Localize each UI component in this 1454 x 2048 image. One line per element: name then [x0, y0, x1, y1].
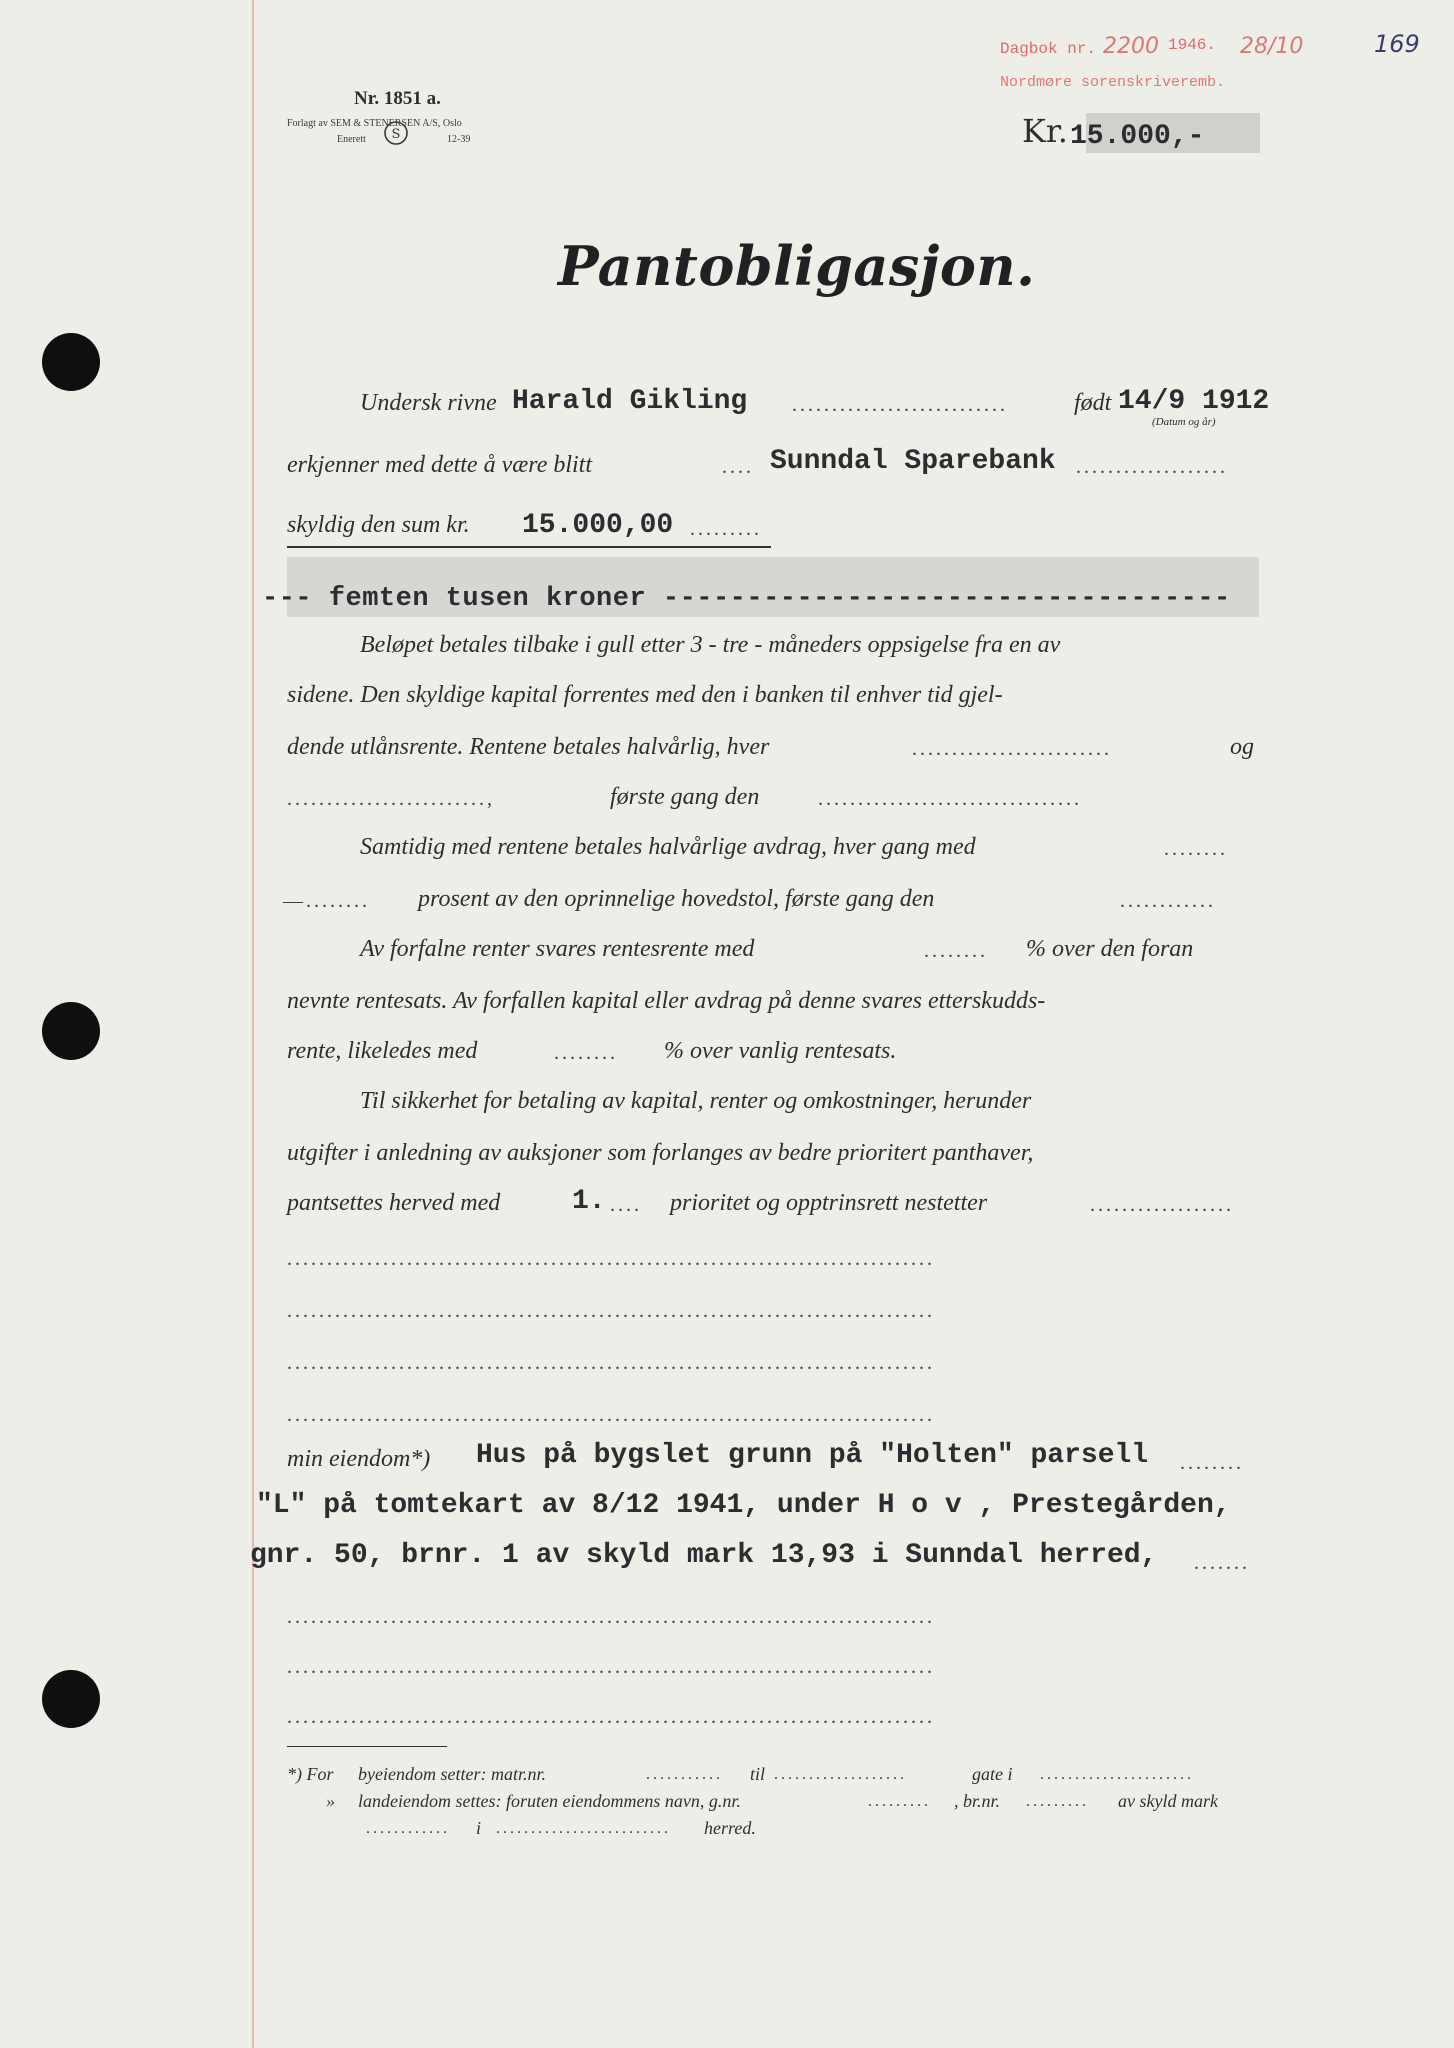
footnote-rule — [287, 1746, 447, 1747]
edition: 12-39 — [447, 134, 471, 145]
para2-line1: Samtidig med rentene betales halvårlige avdrag, hver gang med — [360, 834, 976, 860]
footnote-line2-marker: » — [326, 1791, 335, 1811]
born-label: født — [1074, 390, 1112, 416]
property-line2: "L" på tomtekart av 8/12 1941, under H o v , Prestegården, — [256, 1490, 1231, 1521]
blank-dotted-line: ................................................................................. — [287, 1300, 935, 1322]
undersigned-label: Undersk rivne — [360, 390, 497, 416]
amount-prefix: Kr. — [1022, 112, 1068, 150]
punch-hole-icon — [42, 1670, 100, 1728]
para1-line1: Beløpet betales tilbake i gull etter 3 - tre - måneders oppsigelse fra en av — [360, 632, 1061, 658]
footnote-line3b: herred. — [704, 1818, 756, 1838]
footnote-marker: *) For — [287, 1764, 334, 1784]
dotted-fill: ......................... — [496, 1820, 671, 1837]
para3-line3a: rente, likeledes med — [287, 1038, 478, 1064]
form-number: Nr. 1851 a. — [354, 88, 441, 109]
property-label: min eiendom*) — [287, 1446, 431, 1472]
dotted-fill: ......................... — [912, 738, 1112, 760]
dotted-fill: —........ — [283, 890, 370, 912]
dotted-fill: ................... — [1076, 456, 1228, 478]
journal-year: 1946. — [1168, 36, 1217, 54]
property-line1: Hus på bygslet grunn på "Holten" parsell — [476, 1440, 1149, 1471]
footnote-line2c: av skyld mark — [1118, 1791, 1218, 1811]
footnote-line2b: , br.nr. — [954, 1791, 1001, 1811]
creditor-name: Sunndal Sparebank — [770, 446, 1056, 477]
blank-dotted-line: ................................................................................. — [287, 1606, 935, 1628]
footnote-line2a: landeiendom settes: foruten eiendommens navn, g.nr. — [358, 1791, 741, 1811]
dotted-fill: ........................., — [287, 788, 495, 810]
dotted-fill: ................................. — [818, 788, 1082, 810]
footnote-line1a: byeiendom setter: matr.nr. — [358, 1764, 546, 1784]
amount-in-words: --- femten tusen kroner ---------------------------------- — [262, 584, 1231, 614]
dotted-fill: ............ — [1120, 890, 1216, 912]
para3-line3b: % over vanlig rentesats. — [664, 1038, 897, 1064]
para3-line1a: Av forfalne renter svares rentesrente med — [360, 936, 755, 962]
para4-line3b: prioritet og opptrinsrett nestetter — [670, 1190, 988, 1216]
para4-line3a: pantsettes herved med — [287, 1190, 501, 1216]
dotted-fill: .... — [610, 1194, 642, 1216]
para3-line1b: % over den foran — [1026, 936, 1194, 962]
underline-rule — [287, 546, 771, 548]
acknowledge-label: erkjenner med dette å være blitt — [287, 452, 593, 478]
dotted-fill: ........... — [646, 1766, 723, 1783]
para1-line3: dende utlånsrente. Rentene betales halvårlig, hver — [287, 734, 770, 760]
journal-number: 2200 — [1103, 34, 1159, 59]
punch-hole-icon — [42, 333, 100, 391]
footnote-line1c: gate i — [972, 1764, 1013, 1784]
footnote-line1b: til — [750, 1764, 766, 1784]
born-date: 14/9 1912 — [1118, 386, 1270, 417]
dotted-fill: ...................... — [1040, 1766, 1194, 1783]
dotted-fill: ................... — [774, 1766, 907, 1783]
para4-line1: Til sikkerhet for betaling av kapital, renter og omkostninger, herunder — [360, 1088, 1032, 1114]
dotted-fill: ......... — [1026, 1793, 1089, 1810]
dotted-fill: ........................... — [792, 394, 1008, 416]
margin-rule — [252, 0, 254, 2048]
blank-dotted-line: ................................................................................. — [287, 1656, 935, 1678]
footnote-line3a: i — [476, 1818, 482, 1838]
page-number: 169 — [1374, 30, 1420, 58]
court-office: Nordmøre sorenskriveremb. — [1000, 74, 1226, 91]
publisher-line: Forlagt av SEM & STENERSEN A/S, Oslo — [287, 118, 462, 129]
dotted-fill: ............ — [366, 1820, 450, 1837]
dotted-fill: .... — [722, 456, 754, 478]
owes-label: skyldig den sum kr. — [287, 512, 470, 538]
para1-line4: første gang den — [610, 784, 760, 810]
para2-line2: prosent av den oprinnelige hovedstol, første gang den — [418, 886, 935, 912]
publisher-logo-icon — [383, 120, 409, 146]
para1-line3-end: og — [1230, 734, 1254, 760]
owes-amount: 15.000,00 — [522, 510, 674, 541]
sole-rights: Enerett — [337, 134, 366, 145]
dotted-fill: ......... — [690, 518, 762, 540]
dotted-fill: ........ — [924, 940, 988, 962]
amount-header-value: 15.000,- — [1070, 121, 1205, 152]
para3-line2: nevnte rentesats. Av forfallen kapital eller avdrag på denne svares etterskudds- — [287, 988, 1046, 1014]
para1-line2: sidene. Den skyldige kapital forrentes med den i banken til enhver tid gjel- — [287, 682, 1003, 708]
born-note: (Datum og år) — [1152, 416, 1216, 428]
document-title: Pantobligasjon. — [558, 234, 1036, 298]
dotted-fill: ........ — [1180, 1452, 1244, 1474]
priority-value: 1. — [572, 1186, 606, 1217]
dotted-fill: ........ — [1164, 838, 1228, 860]
svg-text:S: S — [391, 127, 401, 142]
dotted-fill: ....... — [1194, 1552, 1250, 1574]
blank-dotted-line: ................................................................................. — [287, 1352, 935, 1374]
blank-dotted-line: ................................................................................. — [287, 1248, 935, 1270]
undersigned-name: Harald Gikling — [512, 386, 748, 417]
journal-label: Dagbok nr. — [1000, 40, 1097, 58]
blank-dotted-line: ................................................................................. — [287, 1404, 935, 1426]
dotted-fill: .................. — [1090, 1194, 1234, 1216]
dotted-fill: ......... — [868, 1793, 931, 1810]
journal-date: 28/10 — [1240, 34, 1304, 59]
para4-line2: utgifter i anledning av auksjoner som forlanges av bedre prioritert panthaver, — [287, 1140, 1034, 1166]
property-line3: gnr. 50, brnr. 1 av skyld mark 13,93 i Sunndal herred, — [250, 1540, 1158, 1571]
dotted-fill: ........ — [554, 1042, 618, 1064]
blank-dotted-line: ................................................................................. — [287, 1706, 935, 1728]
punch-hole-icon — [42, 1002, 100, 1060]
